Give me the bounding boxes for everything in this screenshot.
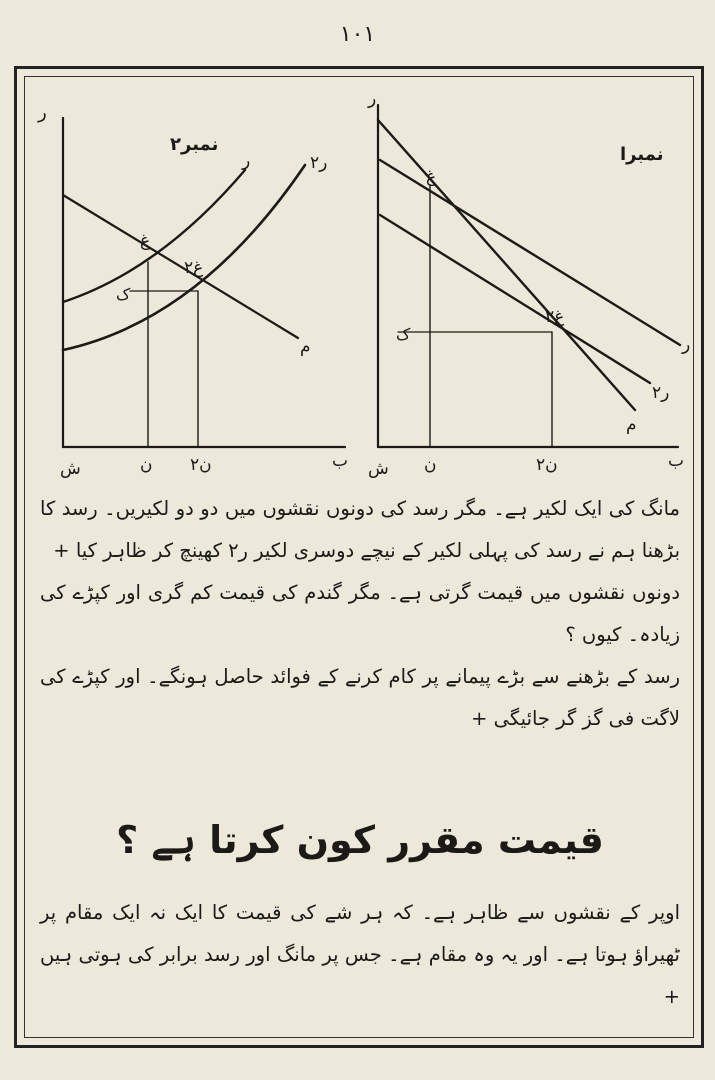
right-figure-title: نمبرا: [620, 144, 664, 165]
right-supply-curve: [380, 160, 680, 345]
paragraph-3: رسد کے بڑھنے سے بڑے پیمانے پر کام کرنے کے فوائد حاصل ہونگے۔ اور کپڑے کی لاگت فی گز گر جائیگی +: [40, 665, 680, 730]
left-point-g2-label: غ٢: [184, 258, 204, 278]
page-number: ١٠١: [339, 22, 376, 47]
right-supply-curve-2: [380, 215, 650, 383]
right-curve-r2-label: ر٢: [652, 383, 670, 403]
left-axis-right-label: ب: [332, 451, 349, 471]
left-curve-r2-label: ر٢: [310, 153, 328, 173]
text-lower: [40, 892, 680, 1018]
left-point-k-label: ک: [116, 285, 131, 304]
left-figure-title: نمبر٢: [170, 134, 219, 155]
section-heading: قیمت مقرر کون کرتا ہے ؟: [116, 818, 604, 862]
left-curve-m-label: م: [300, 337, 311, 357]
right-point-g2-label: غ٢: [545, 307, 565, 327]
right-curve-m-label: م: [626, 415, 637, 435]
right-axis-right-label: ب: [668, 451, 685, 471]
paragraph-1: مانگ کی ایک لکیر ہے۔ مگر رسد کی دونوں نقشوں میں دو دو لکیریں۔ رسد کا بڑھنا ہم نے رسد کی پہلی لکیر کے نیچے دوسری لکیر ر٢ کھینچ کر ظاہر کیا +: [40, 497, 680, 562]
left-tick-1-label: ن: [140, 455, 153, 475]
right-axis-top-label: ر: [368, 89, 377, 109]
text-upper: [40, 488, 680, 740]
left-axis-top-label: ر: [38, 102, 47, 123]
paragraph-2: دونوں نقشوں میں قیمت گرتی ہے۔ مگر گندم کی قیمت کم گری اور کپڑے کی زیادہ۔ کیوں ؟: [40, 581, 680, 646]
left-point-g-label: غ: [140, 231, 151, 251]
paragraph-4: اوپر کے نقشوں سے ظاہر ہے۔ کہ ہر شے کی قیمت کا ایک نہ ایک مقام پر ٹھیراؤ ہوتا ہے۔ اور یہ وہ مقام ہے۔ جس پر مانگ اور رسد برابر کی ہوتی ہیں +: [40, 901, 680, 1008]
left-curve-r-label: ر: [242, 151, 251, 171]
left-origin-label: ش: [60, 459, 81, 479]
right-tick-1-label: ن: [424, 455, 437, 475]
right-point-k-label: ک: [396, 325, 411, 344]
right-curve-r-label: ر: [682, 335, 691, 355]
right-origin-label: ش: [368, 459, 389, 479]
right-demand-curve: [378, 120, 635, 410]
right-point-g-label: غ: [426, 167, 437, 187]
right-tick-2-label: ن٢: [536, 455, 558, 475]
left-tick-2-label: ن٢: [190, 455, 212, 475]
